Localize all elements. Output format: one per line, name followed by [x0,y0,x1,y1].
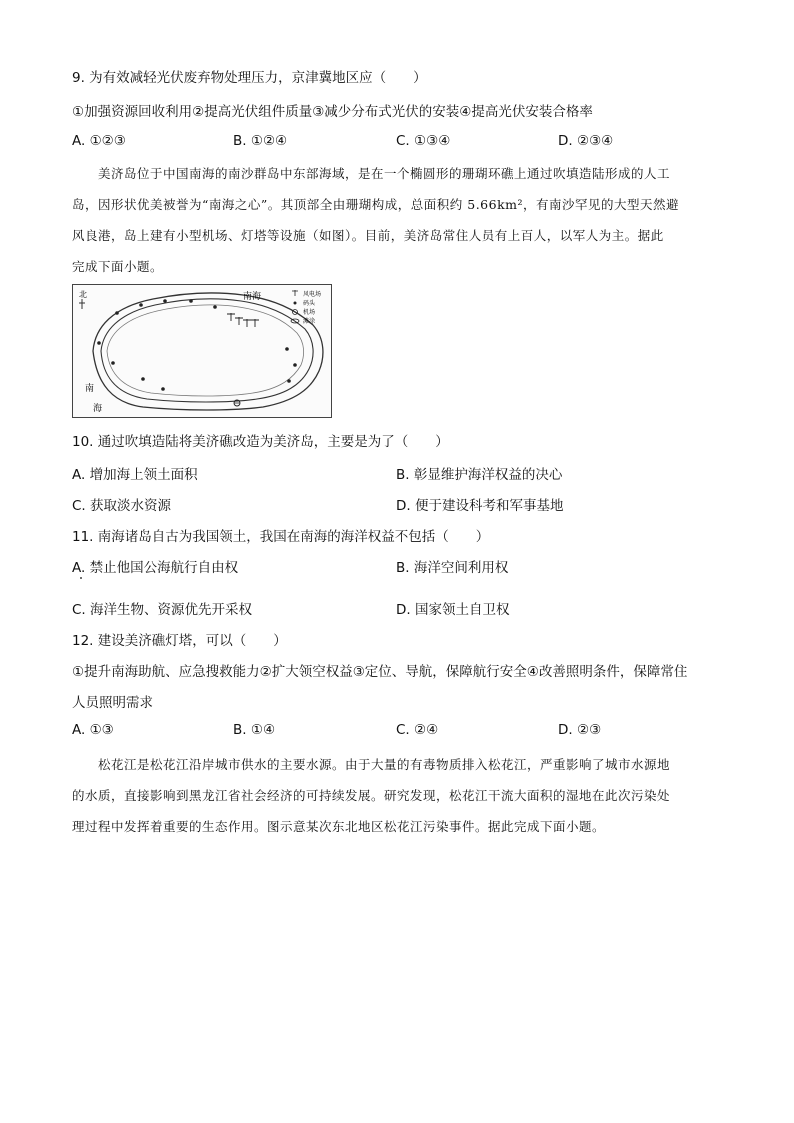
question-10-stem: 10. 通过吹填造陆将美济礁改造为美济岛，主要是为了（ ） [72,434,449,450]
question-11-option-c: C. 海洋生物、资源优先开采权 [72,602,253,618]
map-graphic [73,285,331,417]
question-11-option-b: B. 海洋空间利用权 [396,560,509,576]
legend-dock: 码头 [303,301,316,307]
question-9-option-b: B. ①②④ [233,133,288,149]
question-11-option-a: A. 禁止他国公海航行自由权 [72,560,239,576]
legend-tidal-flat: 滩涂 [303,319,316,325]
passage-meiji-island [72,158,722,282]
question-9-option-a: A. ①②③ [72,133,126,149]
north-label: 北 [79,290,87,299]
map-legend [291,290,321,325]
legend-airport: 机场 [303,310,316,316]
legend-wind-farm: 风电场 [303,292,322,298]
wind-farm-markers [227,313,259,327]
question-12-option-c: C. ②④ [396,722,439,738]
question-11-stem: 11. 南海诸岛自古为我国领土，我国在南海的海洋权益不包括（ ） [72,529,490,545]
scan-speck [80,577,82,579]
passage-line: 松花江是松花江沿岸城市供水的主要水源。由于大量的有毒物质排入松花江，严重影响了城市水源地 [98,757,671,772]
question-12-option-d: D. ②③ [558,722,602,738]
sea-label-bottom-2: 海 [93,403,103,413]
passage-line: 岛，因形状优美被誉为“南海之心”。其顶部全由珊瑚构成，总面积约 5.66km²，有南沙罕见的大型天然避 [72,197,680,212]
question-12-statements-line-1: ①提升南海助航、应急搜救能力②扩大领空权益③定位、导航，保障航行安全④改善照明条件，保障常住 [72,664,688,680]
question-11-option-d: D. 国家领土自卫权 [396,602,510,618]
passage-songhua-river [72,749,722,842]
question-9-option-c: C. ①③④ [396,133,451,149]
passage-line: 美济岛位于中国南海的南沙群岛中东部海域，是在一个椭圆形的珊瑚环礁上通过吹填造陆形成的人工 [98,166,671,181]
passage-line: 的水质，直接影响到黑龙江省社会经济的可持续发展。研究发现，松花江干流大面积的湿地在此次污染处 [72,788,671,803]
passage-line: 风良港，岛上建有小型机场、灯塔等设施（如图）。目前，美济岛常住人员有上百人，以军人为主。据此 [72,228,664,243]
passage-line: 理过程中发挥着重要的生态作用。图示意某次东北地区松花江污染事件。据此完成下面小题。 [72,819,606,834]
question-12-option-b: B. ①④ [233,722,276,738]
island-ring [101,299,316,402]
sea-label-top: 南海 [243,291,262,301]
question-10-option-b: B. 彰显维护海洋权益的决心 [396,467,563,483]
question-9-statements: ①加强资源回收利用②提高光伏组件质量③减少分布式光伏的安装④提高光伏安装合格率 [72,104,593,120]
tidal-flat-outline [93,293,323,410]
question-10-option-c: C. 获取淡水资源 [72,498,172,514]
meiji-island-map [72,284,332,418]
passage-line: 完成下面小题。 [72,259,164,274]
question-9-stem: 9. 为有效减轻光伏废弃物处理压力，京津冀地区应（ ） [72,70,427,86]
dock-legend-icon [294,302,297,305]
question-10-option-d: D. 便于建设科考和军事基地 [396,498,564,514]
question-12-option-a: A. ①③ [72,722,114,738]
wind-farm-legend-icon [292,290,298,296]
sea-label-bottom-1: 南 [85,383,95,393]
question-12-stem: 12. 建设美济礁灯塔，可以（ ） [72,633,287,649]
question-12-statements-line-2: 人员照明需求 [72,695,153,711]
question-10-option-a: A. 增加海上领土面积 [72,467,198,483]
question-9-option-d: D. ②③④ [558,133,614,149]
dock-markers [97,299,297,391]
